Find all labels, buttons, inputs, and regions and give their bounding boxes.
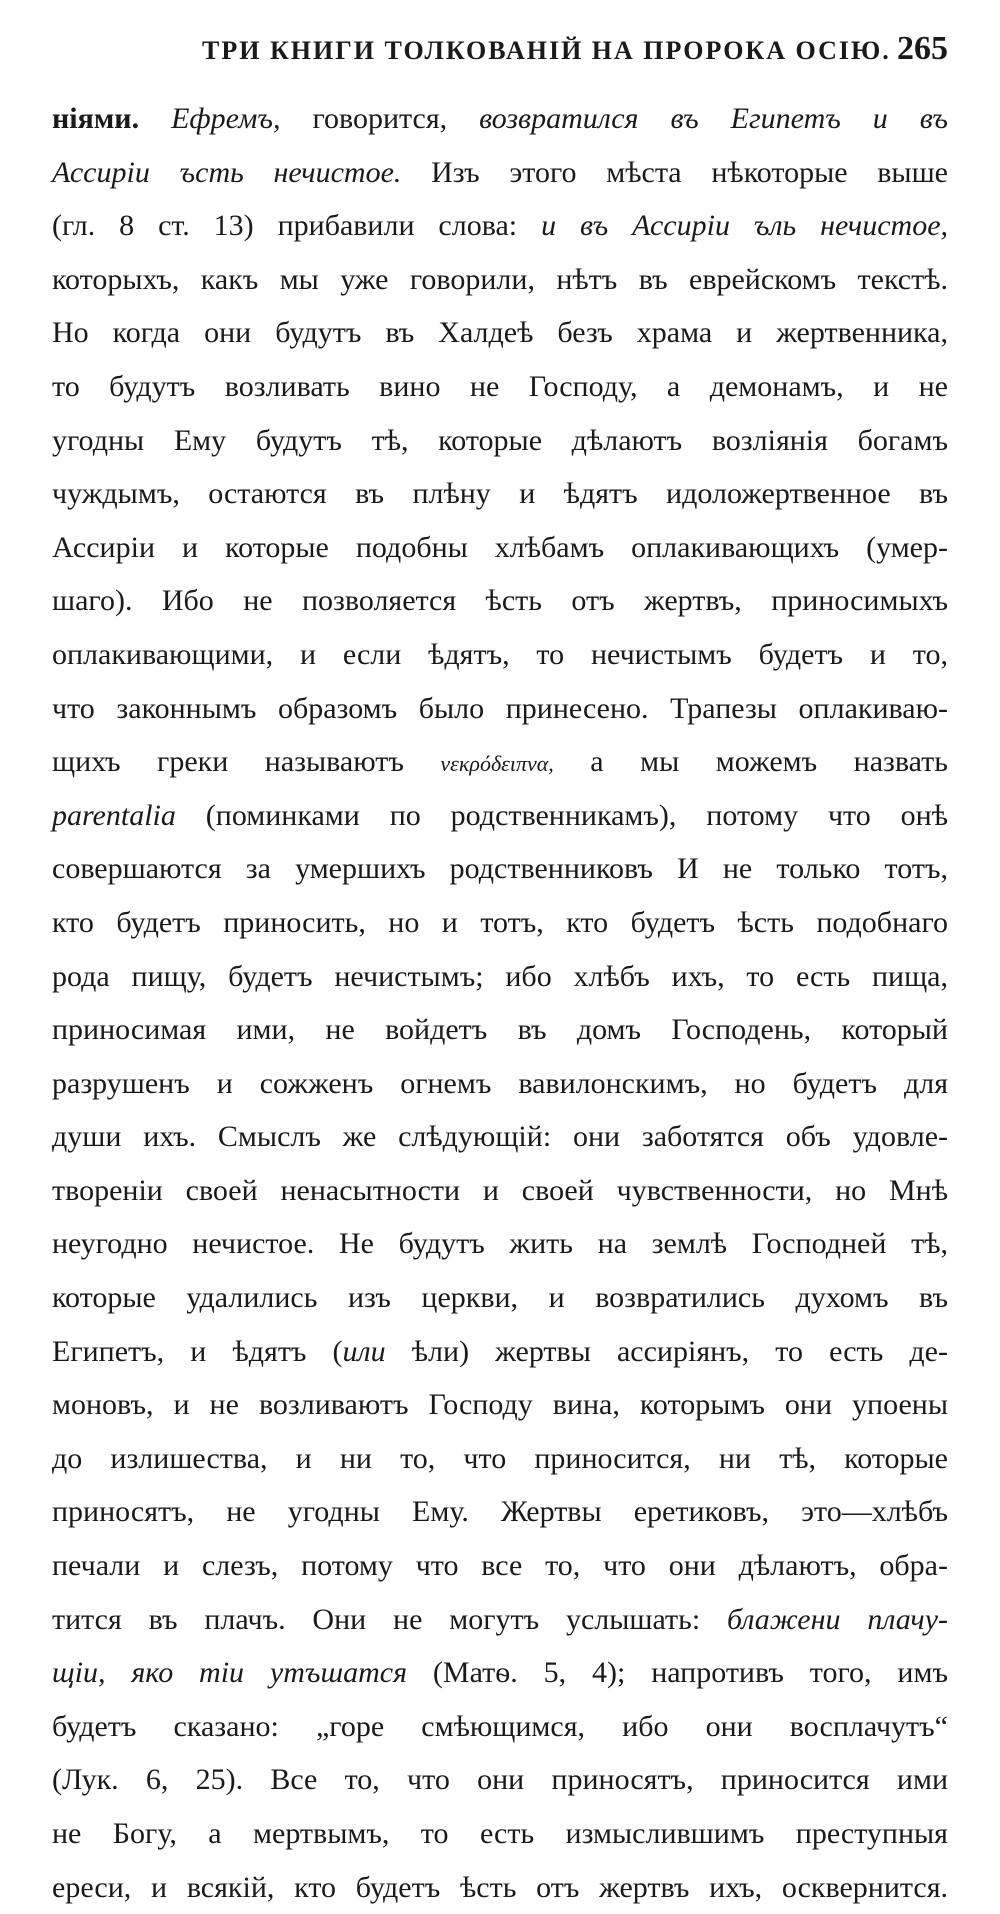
- text-segment: ѣли) жертвы ассиріянъ, то есть де-: [385, 1334, 948, 1368]
- text-line: [52, 1539, 948, 1593]
- text-segment: (поминками по родственникамъ), потому что онѣ: [175, 798, 948, 832]
- text-segment: ніями.: [52, 102, 172, 135]
- page-header: [52, 26, 948, 76]
- text-segment: приносятъ, не угодны Ему. Жертвы еретиковъ, это—хлѣбъ: [52, 1495, 948, 1529]
- text-line: [52, 682, 948, 736]
- text-line: [52, 1646, 948, 1700]
- text-line: [52, 1057, 948, 1111]
- text-line: [52, 1110, 948, 1164]
- text-segment: ереси, и всякій, кто будетъ ѣсть отъ жертвъ ихъ, осквернится.: [52, 1870, 948, 1904]
- text-line: [52, 950, 948, 1004]
- text-segment: и въ Ассиріи ъль нечистое,: [541, 209, 949, 243]
- body-text: [52, 92, 948, 1914]
- text-line: [52, 1271, 948, 1325]
- text-segment: Изъ этого мѣста нѣкоторые выше: [401, 155, 949, 189]
- text-segment: блажени плачу-: [727, 1602, 948, 1636]
- text-line: [52, 628, 948, 682]
- text-line: [52, 789, 948, 843]
- text-line: [52, 146, 948, 200]
- text-segment: шаго). Ибо не позволяется ѣсть отъ жертвъ, приносимыхъ: [52, 584, 948, 618]
- text-segment: чуждымъ, остаются въ плѣну и ѣдятъ идоложертвенное въ: [52, 477, 948, 511]
- text-segment: которыхъ, какъ мы уже говорили, нѣтъ въ еврейскомъ текстѣ.: [52, 262, 948, 296]
- text-segment: неугодно нечистое. Не будутъ жить на землѣ Господней тѣ,: [52, 1227, 948, 1261]
- running-title: ТРИ КНИГИ ТОЛКОВАНІЙ НА ПРОРОКА ОСІЮ.: [202, 36, 891, 65]
- text-segment: то будутъ возливать вино не Господу, а демонамъ, и не: [52, 369, 948, 403]
- text-segment: Ассиріи ъсть нечистое.: [52, 155, 402, 189]
- text-segment: совершаются за умершихъ родственниковъ И не только тотъ,: [52, 852, 948, 886]
- text-segment: моновъ, и не возливаютъ Господу вина, которымъ они упоены: [52, 1388, 948, 1422]
- text-segment: рода пищу, будетъ нечистымъ; ибо хлѣбъ ихъ, то есть пища,: [52, 959, 948, 993]
- text-line: [52, 253, 948, 307]
- text-segment: щіи, яко тіи утъшатся: [52, 1656, 408, 1690]
- text-segment: щихъ греки называютъ: [52, 745, 441, 779]
- text-segment: что законнымъ образомъ было принесено. Трапезы оплакиваю-: [52, 691, 948, 725]
- text-segment: тится въ плачъ. Они не могутъ услышать:: [52, 1602, 727, 1636]
- text-segment: не Богу, а мертвымъ, то есть измыслившимъ преступныя: [52, 1817, 948, 1850]
- text-line: [52, 521, 948, 575]
- text-segment: Ефремъ,: [171, 102, 281, 135]
- text-segment: или: [342, 1334, 386, 1368]
- text-line: [52, 414, 948, 468]
- text-line: [52, 896, 948, 950]
- text-line: [52, 1325, 948, 1379]
- text-line: [52, 1485, 948, 1539]
- text-segment: кто будетъ приносить, но и тотъ, кто будетъ ѣсть подобнаго: [52, 905, 948, 939]
- text-line: [52, 735, 948, 789]
- text-segment: parentalia: [52, 798, 176, 832]
- text-segment: Но когда они будутъ въ Халдеѣ безъ храма и жертвенника,: [52, 316, 948, 350]
- text-line: [52, 1217, 948, 1271]
- text-line: [52, 1753, 948, 1807]
- text-segment: будетъ сказано: „горе смѣющимся, ибо они восплачутъ“: [52, 1709, 948, 1743]
- text-segment: говорится,: [280, 102, 480, 135]
- text-line: [52, 1164, 948, 1218]
- page-number: 265: [897, 30, 948, 67]
- text-segment: которые удалились изъ церкви, и возвратились духомъ въ: [52, 1281, 948, 1315]
- text-segment: Египетъ, и ѣдятъ (: [52, 1334, 343, 1368]
- text-segment: до излишества, и ни то, что приносится, ни тѣ, которые: [52, 1441, 948, 1475]
- text-segment: (Матѳ. 5, 4); напротивъ того, имъ: [407, 1656, 948, 1690]
- text-line: [52, 467, 948, 521]
- text-line: [52, 1700, 948, 1754]
- text-segment: приносимая ими, не войдетъ въ домъ Господень, который: [52, 1013, 948, 1047]
- text-segment: а мы можемъ назвать: [553, 745, 948, 779]
- text-segment: угодны Ему будутъ тѣ, которые дѣлаютъ возліянія богамъ: [52, 423, 948, 457]
- text-line: [52, 842, 948, 896]
- text-line: [52, 199, 948, 253]
- text-line: [52, 306, 948, 360]
- text-segment: души ихъ. Смыслъ же слѣдующій: они заботятся объ удовле-: [52, 1120, 948, 1154]
- text-segment: оплакивающими, и если ѣдятъ, то нечистымъ будетъ и то,: [52, 637, 948, 671]
- text-line: [52, 360, 948, 414]
- text-line: [52, 1432, 948, 1486]
- text-line: [52, 1003, 948, 1057]
- text-line: [52, 92, 948, 146]
- text-segment: (гл. 8 ст. 13) прибавили слова:: [52, 209, 542, 243]
- text-segment: (Лук. 6, 25). Все то, что они приносятъ, приносится ими: [52, 1763, 948, 1797]
- text-line: [52, 1861, 948, 1914]
- text-line: [52, 1807, 948, 1861]
- text-line: [52, 1593, 948, 1647]
- text-segment: твореніи своей ненасытности и своей чувственности, но Мнѣ: [52, 1173, 948, 1207]
- text-line: [52, 574, 948, 628]
- text-segment: возвратился въ Египетъ и въ: [479, 102, 948, 135]
- text-segment: Ассиріи и которые подобны хлѣбамъ оплакивающихъ (умер-: [52, 530, 948, 564]
- text-segment: νεκρόδειπνα,: [440, 751, 554, 777]
- text-line: [52, 1378, 948, 1432]
- text-segment: печали и слезъ, потому что все то, что они дѣлаютъ, обра-: [52, 1549, 948, 1583]
- text-segment: разрушенъ и сожженъ огнемъ вавилонскимъ, но будетъ для: [52, 1066, 948, 1100]
